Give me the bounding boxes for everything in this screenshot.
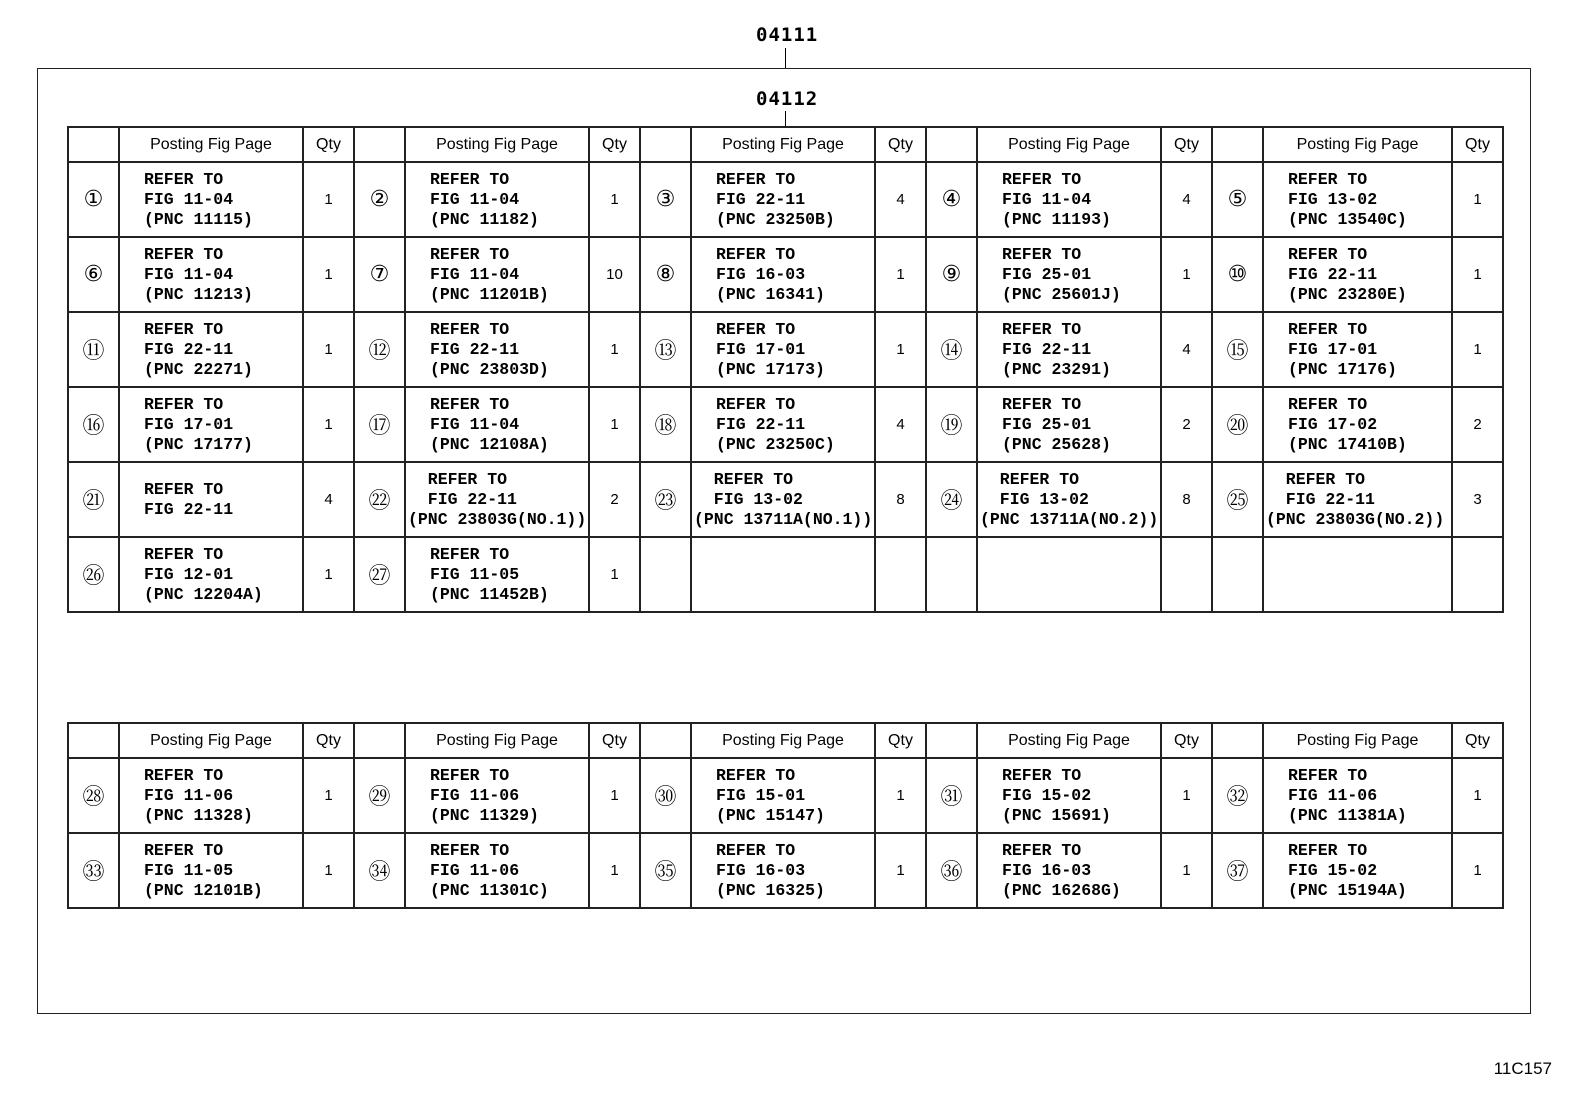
reference-line: REFER TO — [144, 319, 224, 339]
part-index-number: ㉑ — [68, 462, 119, 537]
header-qty: Qty — [589, 723, 640, 758]
reference-line: FIG 22-11 — [144, 339, 234, 359]
reference-line: REFER TO — [144, 765, 224, 785]
part-index-number: ㉘ — [68, 758, 119, 833]
posting-fig-reference — [1263, 162, 1452, 237]
posting-fig-reference — [691, 537, 875, 612]
part-quantity: 1 — [1161, 237, 1212, 312]
reference-line: (PNC 22271) — [144, 359, 253, 379]
reference-line: FIG 17-01 — [1288, 339, 1378, 359]
reference-line: REFER TO — [716, 840, 796, 860]
reference-line: FIG 16-03 — [716, 860, 806, 880]
part-quantity: 1 — [1452, 758, 1503, 833]
header-index-cell — [354, 127, 405, 162]
part-index-number: ㉛ — [926, 758, 977, 833]
reference-line: REFER TO — [1288, 840, 1368, 860]
part-index-number: ㉞ — [354, 833, 405, 908]
reference-line: REFER TO — [144, 169, 224, 189]
reference-line: (PNC 11182) — [430, 209, 539, 229]
reference-line: (PNC 15691) — [1002, 805, 1111, 825]
reference-line: FIG 11-04 — [430, 264, 520, 284]
posting-fig-reference — [977, 537, 1161, 612]
posting-fig-reference — [977, 758, 1161, 833]
reference-line: FIG 16-03 — [1002, 860, 1092, 880]
table-row — [68, 758, 1503, 833]
part-index-number: ⑬ — [640, 312, 691, 387]
reference-line: (PNC 11452B) — [430, 584, 549, 604]
header-posting-fig-page: Posting Fig Page — [977, 127, 1161, 162]
part-index-number: ③ — [640, 162, 691, 237]
part-quantity: 1 — [1452, 312, 1503, 387]
part-quantity: 1 — [303, 162, 354, 237]
reference-line: (PNC 23803G(NO.1)) — [408, 509, 587, 529]
part-quantity: 10 — [589, 237, 640, 312]
header-index-cell — [926, 723, 977, 758]
reference-line: (PNC 15194A) — [1288, 880, 1407, 900]
posting-fig-reference — [977, 162, 1161, 237]
part-quantity: 1 — [1452, 162, 1503, 237]
part-quantity: 1 — [1452, 833, 1503, 908]
reference-line: FIG 22-11 — [408, 489, 517, 509]
reference-line: (PNC 23250B) — [716, 209, 835, 229]
header-qty: Qty — [875, 127, 926, 162]
reference-line: FIG 16-03 — [716, 264, 806, 284]
part-index-number: ㉝ — [68, 833, 119, 908]
part-quantity: 1 — [875, 237, 926, 312]
reference-line: REFER TO — [1288, 319, 1368, 339]
posting-fig-reference — [405, 162, 589, 237]
part-index-number: ⑳ — [1212, 387, 1263, 462]
part-index-number: ㉒ — [354, 462, 405, 537]
reference-line: REFER TO — [716, 319, 796, 339]
reference-line: FIG 11-06 — [430, 785, 520, 805]
posting-fig-reference — [119, 537, 303, 612]
part-quantity: 1 — [875, 833, 926, 908]
reference-line: REFER TO — [716, 394, 796, 414]
part-index-number: ④ — [926, 162, 977, 237]
part-quantity: 2 — [589, 462, 640, 537]
part-quantity: 4 — [875, 162, 926, 237]
reference-line: FIG 11-04 — [430, 189, 520, 209]
part-quantity: 1 — [303, 312, 354, 387]
header-qty: Qty — [589, 127, 640, 162]
part-quantity: 1 — [303, 758, 354, 833]
header-posting-fig-page: Posting Fig Page — [1263, 127, 1452, 162]
reference-line: REFER TO — [1002, 394, 1082, 414]
part-index-number: ⑱ — [640, 387, 691, 462]
reference-line: FIG 11-06 — [1288, 785, 1378, 805]
part-index-number: ⑩ — [1212, 237, 1263, 312]
reference-line: (PNC 25628) — [1002, 434, 1111, 454]
reference-line: REFER TO — [1002, 765, 1082, 785]
reference-line: (PNC 13711A(NO.1)) — [694, 509, 873, 529]
posting-fig-reference — [691, 312, 875, 387]
reference-line: REFER TO — [980, 469, 1080, 489]
reference-line: FIG 11-05 — [430, 564, 520, 584]
reference-line: (PNC 13540C) — [1288, 209, 1407, 229]
reference-line: REFER TO — [1002, 840, 1082, 860]
diagram-code: 11C157 — [1493, 1059, 1552, 1078]
part-index-number: ㉔ — [926, 462, 977, 537]
part-quantity: 1 — [303, 237, 354, 312]
reference-line: REFER TO — [144, 244, 224, 264]
header-index-cell — [68, 127, 119, 162]
reference-line: FIG 12-01 — [144, 564, 234, 584]
reference-line: FIG 25-01 — [1002, 264, 1092, 284]
header-index-cell — [1212, 723, 1263, 758]
part-index-number: ㊱ — [926, 833, 977, 908]
part-quantity — [875, 537, 926, 612]
posting-fig-reference — [405, 387, 589, 462]
reference-line: FIG 22-11 — [430, 339, 520, 359]
reference-line: (PNC 12101B) — [144, 880, 263, 900]
reference-line: FIG 17-01 — [144, 414, 234, 434]
header-qty: Qty — [303, 723, 354, 758]
reference-line: FIG 11-04 — [144, 264, 234, 284]
header-qty: Qty — [1161, 723, 1212, 758]
posting-fig-reference — [691, 387, 875, 462]
part-index-number: ⑨ — [926, 237, 977, 312]
posting-fig-reference — [691, 833, 875, 908]
part-index-number: ㉙ — [354, 758, 405, 833]
part-quantity — [1161, 537, 1212, 612]
reference-line: REFER TO — [430, 319, 510, 339]
part-index-number: ⑥ — [68, 237, 119, 312]
part-index-number: ㉚ — [640, 758, 691, 833]
reference-line: FIG 13-02 — [980, 489, 1089, 509]
part-quantity: 4 — [1161, 162, 1212, 237]
reference-line: (PNC 11193) — [1002, 209, 1111, 229]
reference-line: FIG 22-11 — [144, 499, 234, 519]
part-index-number: ㉓ — [640, 462, 691, 537]
reference-line: (PNC 23291) — [1002, 359, 1111, 379]
reference-line: REFER TO — [144, 479, 224, 499]
reference-line: (PNC 17176) — [1288, 359, 1397, 379]
reference-line: REFER TO — [1002, 244, 1082, 264]
reference-line: FIG 11-04 — [430, 414, 520, 434]
table-row — [68, 833, 1503, 908]
part-index-number: ⑤ — [1212, 162, 1263, 237]
reference-line: (PNC 25601J) — [1002, 284, 1121, 304]
reference-line: FIG 22-11 — [1288, 264, 1378, 284]
reference-line: (PNC 23280E) — [1288, 284, 1407, 304]
reference-line: (PNC 11328) — [144, 805, 253, 825]
reference-line: (PNC 16341) — [716, 284, 825, 304]
posting-fig-reference — [1263, 312, 1452, 387]
reference-line: (PNC 12204A) — [144, 584, 263, 604]
reference-line: REFER TO — [1288, 169, 1368, 189]
leader-line-inner — [785, 111, 786, 127]
header-posting-fig-page: Posting Fig Page — [119, 723, 303, 758]
reference-line: REFER TO — [408, 469, 508, 489]
part-index-number: ㉖ — [68, 537, 119, 612]
part-index-number: ⑦ — [354, 237, 405, 312]
posting-fig-reference — [691, 758, 875, 833]
part-index-number: ㉟ — [640, 833, 691, 908]
header-index-cell — [926, 127, 977, 162]
header-qty: Qty — [1452, 723, 1503, 758]
posting-fig-reference — [1263, 833, 1452, 908]
reference-line: (PNC 17173) — [716, 359, 825, 379]
part-quantity: 4 — [1161, 312, 1212, 387]
posting-fig-reference — [119, 758, 303, 833]
reference-line: (PNC 16268G) — [1002, 880, 1121, 900]
reference-line: REFER TO — [716, 244, 796, 264]
posting-fig-reference — [691, 237, 875, 312]
reference-line: (PNC 16325) — [716, 880, 825, 900]
posting-fig-reference — [977, 312, 1161, 387]
reference-line: REFER TO — [144, 394, 224, 414]
leader-line-outer — [785, 48, 786, 68]
header-qty: Qty — [303, 127, 354, 162]
posting-fig-reference — [405, 237, 589, 312]
part-quantity: 1 — [589, 312, 640, 387]
part-index-number: ⑫ — [354, 312, 405, 387]
reference-line: FIG 22-11 — [716, 414, 806, 434]
reference-line: FIG 13-02 — [1288, 189, 1378, 209]
posting-fig-reference — [119, 462, 303, 537]
reference-line: FIG 22-11 — [716, 189, 806, 209]
header-row — [68, 723, 1503, 758]
posting-fig-reference — [119, 237, 303, 312]
reference-line: (PNC 17410B) — [1288, 434, 1407, 454]
table-row — [68, 537, 1503, 612]
posting-fig-reference — [977, 462, 1161, 537]
reference-line: REFER TO — [430, 244, 510, 264]
part-index-number: ⑯ — [68, 387, 119, 462]
part-quantity: 8 — [1161, 462, 1212, 537]
header-posting-fig-page: Posting Fig Page — [405, 127, 589, 162]
reference-line: (PNC 23250C) — [716, 434, 835, 454]
part-quantity: 3 — [1452, 462, 1503, 537]
part-quantity: 1 — [303, 387, 354, 462]
header-qty: Qty — [1452, 127, 1503, 162]
part-quantity — [1452, 537, 1503, 612]
parts-table-bottom — [67, 722, 1504, 909]
reference-line: FIG 15-02 — [1288, 860, 1378, 880]
reference-line: (PNC 11213) — [144, 284, 253, 304]
reference-line: REFER TO — [1288, 244, 1368, 264]
table-row — [68, 312, 1503, 387]
reference-line: FIG 11-06 — [430, 860, 520, 880]
reference-line: FIG 11-04 — [144, 189, 234, 209]
reference-line: REFER TO — [716, 765, 796, 785]
reference-line: FIG 22-11 — [1002, 339, 1092, 359]
header-index-cell — [640, 723, 691, 758]
part-index-number: ㊲ — [1212, 833, 1263, 908]
table-row — [68, 237, 1503, 312]
header-posting-fig-page: Posting Fig Page — [977, 723, 1161, 758]
header-posting-fig-page: Posting Fig Page — [691, 127, 875, 162]
part-index-number: ⑰ — [354, 387, 405, 462]
reference-line: REFER TO — [716, 169, 796, 189]
posting-fig-reference — [1263, 387, 1452, 462]
part-quantity: 1 — [589, 758, 640, 833]
header-posting-fig-page: Posting Fig Page — [405, 723, 589, 758]
part-index-number: ① — [68, 162, 119, 237]
header-index-cell — [1212, 127, 1263, 162]
part-index-number — [640, 537, 691, 612]
reference-line: REFER TO — [1266, 469, 1366, 489]
header-posting-fig-page: Posting Fig Page — [1263, 723, 1452, 758]
header-index-cell — [640, 127, 691, 162]
reference-line: REFER TO — [430, 544, 510, 564]
reference-line: FIG 15-01 — [716, 785, 806, 805]
reference-line: REFER TO — [430, 394, 510, 414]
assembly-label-outer: 04111 — [756, 24, 819, 46]
posting-fig-reference — [405, 537, 589, 612]
reference-line: FIG 17-01 — [716, 339, 806, 359]
reference-line: REFER TO — [1288, 394, 1368, 414]
header-qty: Qty — [875, 723, 926, 758]
header-index-cell — [68, 723, 119, 758]
posting-fig-reference — [405, 758, 589, 833]
part-index-number — [926, 537, 977, 612]
posting-fig-reference — [119, 162, 303, 237]
part-quantity: 1 — [875, 758, 926, 833]
reference-line: (PNC 23803D) — [430, 359, 549, 379]
reference-line: (PNC 17177) — [144, 434, 253, 454]
part-quantity: 1 — [1161, 758, 1212, 833]
reference-line: (PNC 23803G(NO.2)) — [1266, 509, 1445, 529]
reference-line: REFER TO — [144, 544, 224, 564]
reference-line: (PNC 11301C) — [430, 880, 549, 900]
part-quantity: 1 — [589, 387, 640, 462]
posting-fig-reference — [119, 833, 303, 908]
posting-fig-reference — [405, 312, 589, 387]
part-index-number: ⑮ — [1212, 312, 1263, 387]
reference-line: REFER TO — [1288, 765, 1368, 785]
posting-fig-reference — [119, 387, 303, 462]
part-index-number: ⑭ — [926, 312, 977, 387]
part-quantity: 1 — [303, 833, 354, 908]
header-qty: Qty — [1161, 127, 1212, 162]
reference-line: FIG 11-04 — [1002, 189, 1092, 209]
posting-fig-reference — [405, 833, 589, 908]
assembly-label-inner: 04112 — [756, 88, 819, 110]
posting-fig-reference — [119, 312, 303, 387]
posting-fig-reference — [977, 833, 1161, 908]
reference-line: FIG 25-01 — [1002, 414, 1092, 434]
reference-line: (PNC 11381A) — [1288, 805, 1407, 825]
reference-line: REFER TO — [1002, 169, 1082, 189]
table-row — [68, 387, 1503, 462]
part-index-number: ㉜ — [1212, 758, 1263, 833]
reference-line: (PNC 12108A) — [430, 434, 549, 454]
part-quantity: 1 — [589, 162, 640, 237]
part-quantity: 4 — [303, 462, 354, 537]
reference-line: REFER TO — [430, 840, 510, 860]
reference-line: (PNC 11115) — [144, 209, 253, 229]
part-quantity: 1 — [303, 537, 354, 612]
header-posting-fig-page: Posting Fig Page — [119, 127, 303, 162]
part-index-number — [1212, 537, 1263, 612]
reference-line: FIG 17-02 — [1288, 414, 1378, 434]
posting-fig-reference — [977, 387, 1161, 462]
table-row — [68, 162, 1503, 237]
part-index-number: ⑲ — [926, 387, 977, 462]
part-index-number: ㉗ — [354, 537, 405, 612]
posting-fig-reference — [1263, 537, 1452, 612]
posting-fig-reference — [1263, 758, 1452, 833]
reference-line: REFER TO — [1002, 319, 1082, 339]
reference-line: (PNC 13711A(NO.2)) — [980, 509, 1159, 529]
reference-line: REFER TO — [144, 840, 224, 860]
part-index-number: ㉕ — [1212, 462, 1263, 537]
reference-line: (PNC 11329) — [430, 805, 539, 825]
part-quantity: 1 — [589, 833, 640, 908]
reference-line: REFER TO — [430, 169, 510, 189]
posting-fig-reference — [691, 462, 875, 537]
posting-fig-reference — [1263, 462, 1452, 537]
reference-line: FIG 13-02 — [694, 489, 803, 509]
header-index-cell — [354, 723, 405, 758]
part-quantity: 1 — [1161, 833, 1212, 908]
part-index-number: ② — [354, 162, 405, 237]
table-row — [68, 462, 1503, 537]
reference-line: FIG 11-05 — [144, 860, 234, 880]
reference-line: (PNC 11201B) — [430, 284, 549, 304]
part-quantity: 8 — [875, 462, 926, 537]
reference-line: (PNC 15147) — [716, 805, 825, 825]
header-posting-fig-page: Posting Fig Page — [691, 723, 875, 758]
part-quantity: 4 — [875, 387, 926, 462]
parts-table-top — [67, 126, 1504, 613]
part-index-number: ⑪ — [68, 312, 119, 387]
reference-line: FIG 11-06 — [144, 785, 234, 805]
part-quantity: 1 — [1452, 237, 1503, 312]
part-quantity: 1 — [875, 312, 926, 387]
part-quantity: 1 — [589, 537, 640, 612]
part-index-number: ⑧ — [640, 237, 691, 312]
reference-line: REFER TO — [430, 765, 510, 785]
posting-fig-reference — [1263, 237, 1452, 312]
part-quantity: 2 — [1161, 387, 1212, 462]
posting-fig-reference — [977, 237, 1161, 312]
reference-line: REFER TO — [694, 469, 794, 489]
reference-line: FIG 15-02 — [1002, 785, 1092, 805]
part-quantity: 2 — [1452, 387, 1503, 462]
posting-fig-reference — [405, 462, 589, 537]
header-row — [68, 127, 1503, 162]
posting-fig-reference — [691, 162, 875, 237]
reference-line: FIG 22-11 — [1266, 489, 1375, 509]
